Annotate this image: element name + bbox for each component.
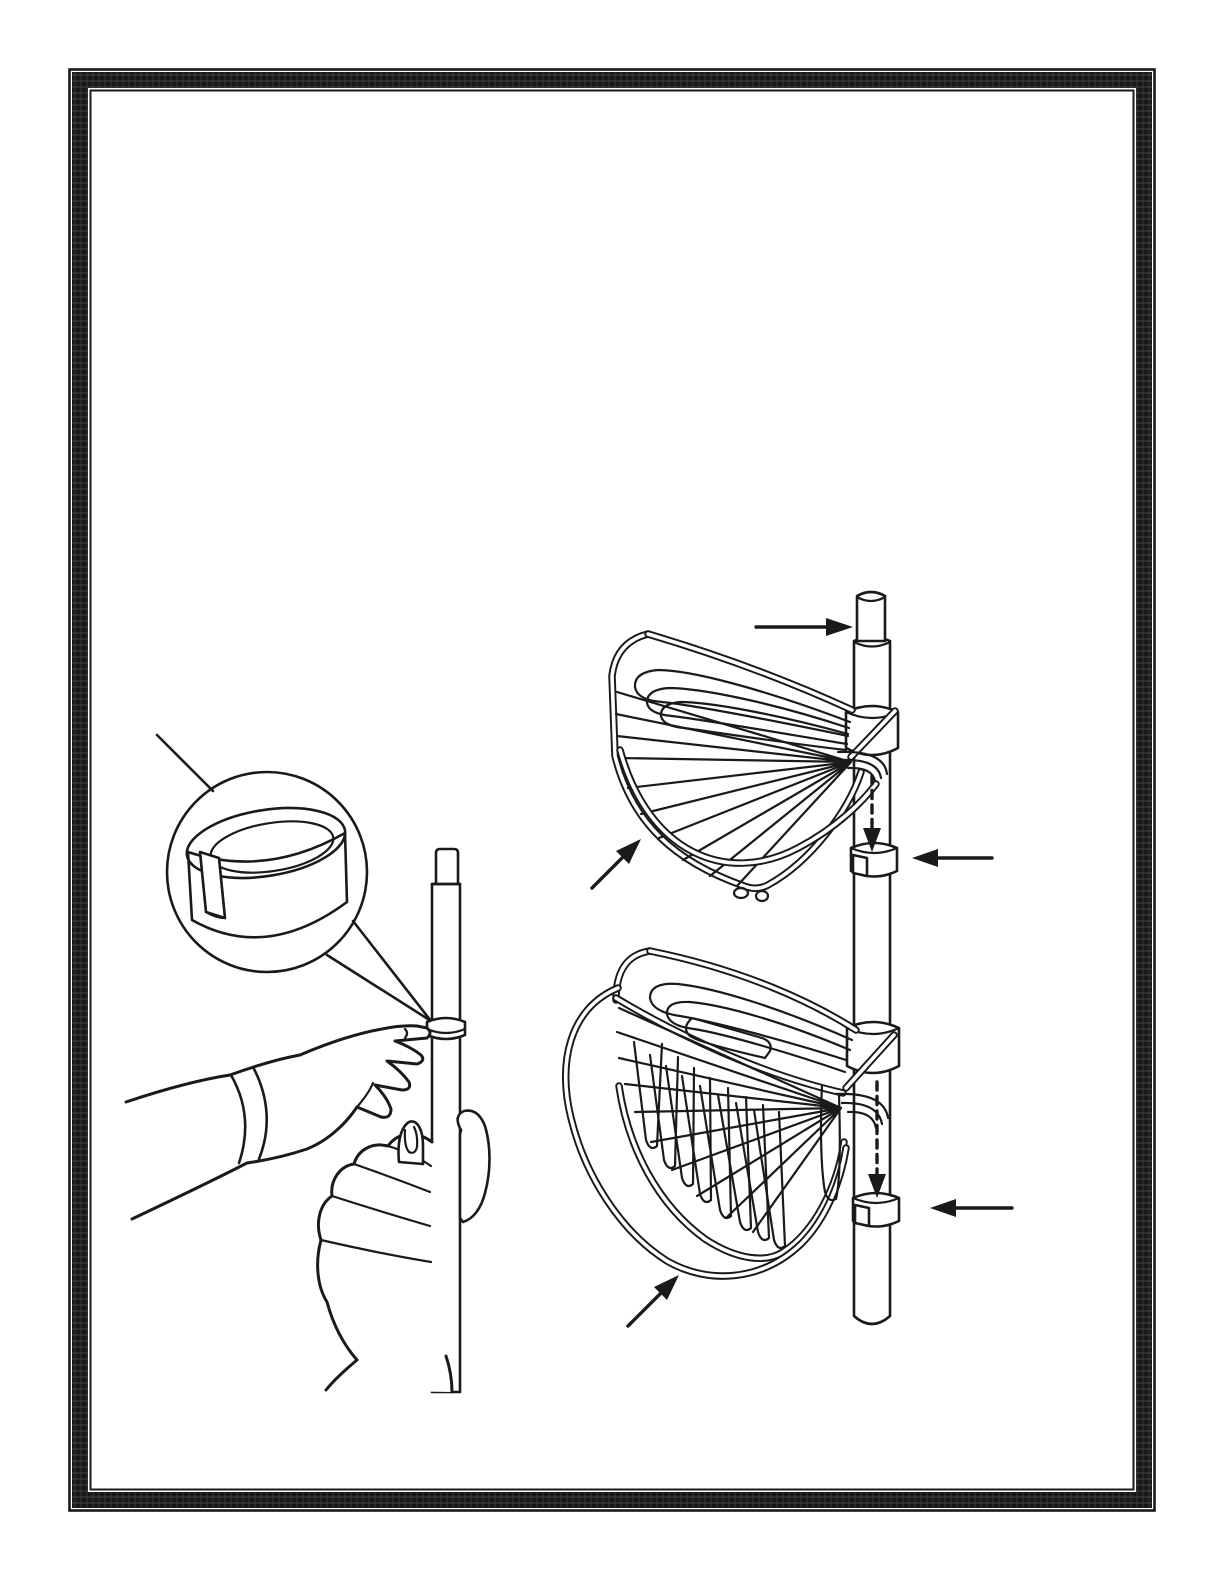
- frame-band-top: [72, 72, 1152, 88]
- locking-collar-1: [851, 843, 897, 877]
- locking-ring-on-pole: [427, 1018, 465, 1039]
- collar-clamp-tab: [855, 1205, 869, 1226]
- collar-clamp-tab: [853, 855, 867, 876]
- frame-band-bottom: [72, 1492, 1152, 1508]
- locking-collar-2: [853, 1193, 899, 1227]
- index-fingertip: [398, 1121, 423, 1164]
- frame-band-right: [1136, 72, 1152, 1508]
- pole-top-cap: [436, 849, 458, 884]
- frame-band-left: [72, 72, 88, 1508]
